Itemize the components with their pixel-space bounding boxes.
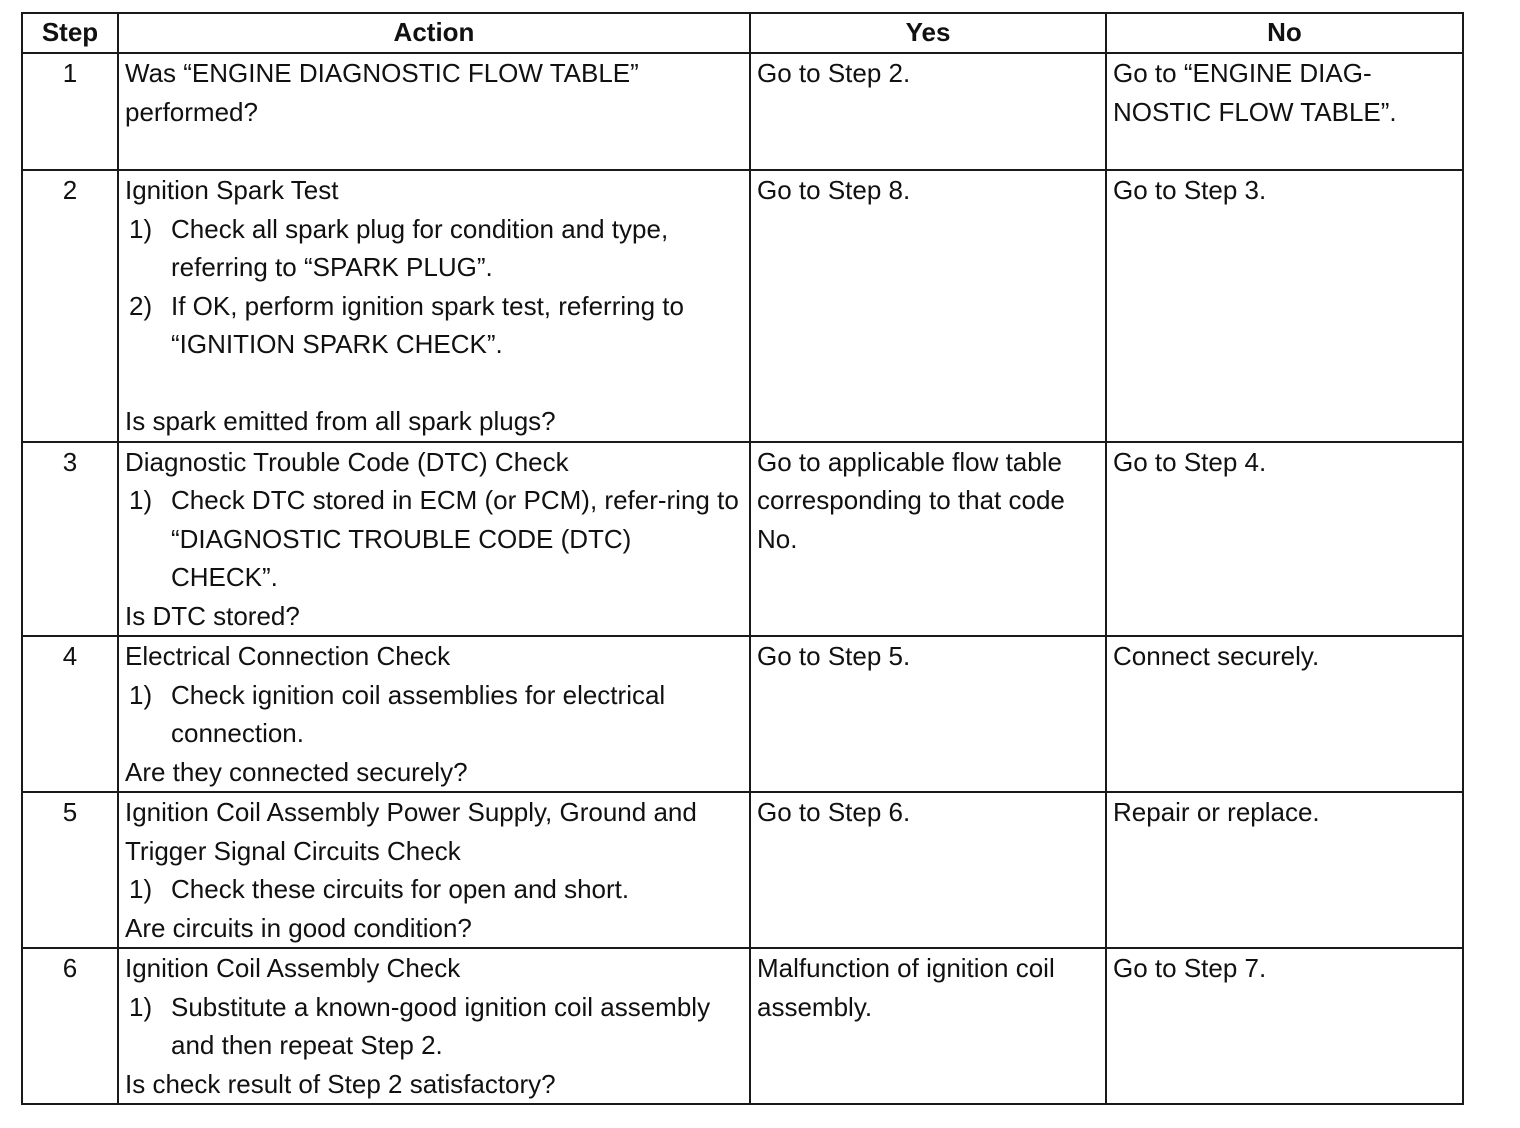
sub-step-number: 2) xyxy=(129,290,153,321)
sub-step xyxy=(125,481,743,597)
no-cell: Go to Step 4. xyxy=(1106,442,1463,637)
no-cell: Go to “ENGINE DIAG-NOSTIC FLOW TABLE”. xyxy=(1106,53,1463,170)
action-title: Was “ENGINE DIAGNOSTIC FLOW TABLE” performed? xyxy=(125,58,639,127)
action-cell xyxy=(118,170,750,442)
sub-step-number: 1) xyxy=(129,991,153,1022)
yes-cell: Go to Step 5. xyxy=(750,636,1106,792)
sub-step xyxy=(125,988,743,1065)
header-step: Step xyxy=(22,13,118,53)
step-number: 2 xyxy=(22,170,118,442)
action-title: Ignition Spark Test xyxy=(125,175,339,205)
no-cell: Connect securely. xyxy=(1106,636,1463,792)
table-row xyxy=(22,948,1463,1104)
sub-step-text: Check ignition coil assemblies for electrical connection. xyxy=(171,679,666,748)
table-row xyxy=(22,442,1463,637)
table-row xyxy=(22,792,1463,948)
action-cell xyxy=(118,636,750,792)
sub-step-text: Check all spark plug for condition and type, referring to “SPARK PLUG”. xyxy=(171,213,669,282)
header-action: Action xyxy=(118,13,750,53)
header-no: No xyxy=(1106,13,1463,53)
action-question: Is spark emitted from all spark plugs? xyxy=(125,406,556,436)
step-number: 4 xyxy=(22,636,118,792)
action-cell xyxy=(118,53,750,170)
sub-step-number: 1) xyxy=(129,213,153,244)
troubleshooting-table xyxy=(21,12,1464,1105)
sub-step-text: Check these circuits for open and short. xyxy=(171,874,630,904)
sub-step-number: 1) xyxy=(129,679,153,710)
table-row xyxy=(22,170,1463,442)
sub-step-text: Check DTC stored in ECM (or PCM), refer-ring to “DIAGNOSTIC TROUBLE CODE (DTC) CHECK”. xyxy=(171,485,739,592)
table-row xyxy=(22,636,1463,792)
sub-step xyxy=(125,870,743,909)
yes-cell: Go to applicable flow table corresponding to that code No. xyxy=(750,442,1106,637)
no-cell: Go to Step 7. xyxy=(1106,948,1463,1104)
step-number: 5 xyxy=(22,792,118,948)
action-question: Are they connected securely? xyxy=(125,756,468,787)
sub-step-text: If OK, perform ignition spark test, referring to “IGNITION SPARK CHECK”. xyxy=(171,290,684,359)
yes-cell: Go to Step 8. xyxy=(750,170,1106,442)
action-title: Diagnostic Trouble Code (DTC) Check xyxy=(125,446,569,477)
action-title: Ignition Coil Assembly Power Supply, Ground and Trigger Signal Circuits Check xyxy=(125,797,697,866)
action-cell xyxy=(118,792,750,948)
header-yes: Yes xyxy=(750,13,1106,53)
step-number: 3 xyxy=(22,442,118,637)
table-header-row xyxy=(22,13,1463,53)
sub-step-text: Substitute a known-good ignition coil assembly and then repeat Step 2. xyxy=(171,991,711,1060)
table-row xyxy=(22,53,1463,170)
no-cell: Go to Step 3. xyxy=(1106,170,1463,442)
yes-cell: Malfunction of ignition coil assembly. xyxy=(750,948,1106,1104)
step-number: 6 xyxy=(22,948,118,1104)
spacer xyxy=(125,364,743,403)
sub-step-number: 1) xyxy=(129,874,153,904)
yes-cell: Go to Step 2. xyxy=(750,53,1106,170)
sub-step xyxy=(125,287,743,364)
action-question: Is check result of Step 2 satisfactory? xyxy=(125,1068,556,1099)
sub-step xyxy=(125,210,743,287)
sub-step xyxy=(125,676,743,753)
action-title: Electrical Connection Check xyxy=(125,641,451,671)
action-cell xyxy=(118,948,750,1104)
action-cell xyxy=(118,442,750,637)
action-question: Is DTC stored? xyxy=(125,600,300,631)
action-title: Ignition Coil Assembly Check xyxy=(125,953,461,983)
action-question: Are circuits in good condition? xyxy=(125,912,472,943)
sub-step-number: 1) xyxy=(129,485,153,515)
yes-cell: Go to Step 6. xyxy=(750,792,1106,948)
step-number: 1 xyxy=(22,53,118,170)
no-cell: Repair or replace. xyxy=(1106,792,1463,948)
